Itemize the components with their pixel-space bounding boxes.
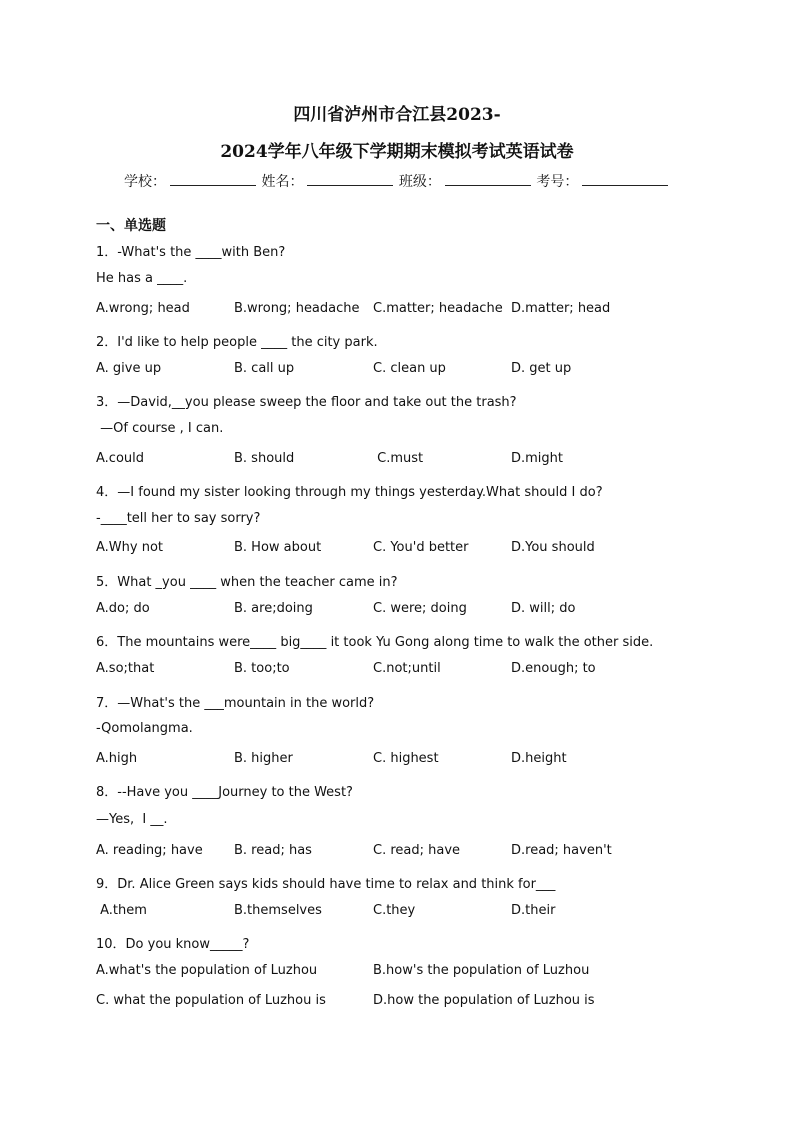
exam-number-label: 考号：	[536, 174, 579, 190]
option-c: C. highest	[373, 751, 439, 766]
question-stem: 6．The mountains were____ big____ it took Yu Gong along time to walk the other side.	[96, 635, 654, 650]
option-c: C. read; have	[373, 843, 461, 858]
question-stem: 7．—What's the ___mountain in the world?	[96, 696, 375, 711]
name-blank[interactable]	[307, 171, 393, 186]
option-c: C. You'd better	[373, 540, 469, 555]
option-d: D.their	[511, 903, 556, 918]
option-b: B. call up	[234, 361, 295, 376]
option-a: A. give up	[96, 361, 162, 376]
option-a: A. reading; have	[96, 843, 203, 858]
question-stem: 10．Do you know_____?	[96, 937, 250, 952]
option-d: D.read; haven't	[511, 843, 612, 858]
option-b: B. are;doing	[234, 601, 313, 616]
option-d: D.might	[511, 451, 564, 466]
option-d: D. will; do	[511, 601, 576, 616]
option-b: B. too;to	[234, 661, 290, 676]
question-stem: —Yes, I __.	[96, 812, 168, 827]
option-c: C.not;until	[373, 661, 441, 676]
exam-title-line1: 四川省泸州市合江县2023-	[293, 105, 501, 125]
option-d: D. get up	[511, 361, 572, 376]
option-d: D.matter; head	[511, 301, 611, 316]
option-c: C. were; doing	[373, 601, 467, 616]
option-b: B. How about	[234, 540, 322, 555]
exam-title-line2: 2024学年八年级下学期期末模拟考试英语试卷	[220, 142, 574, 162]
option-a: A.wrong; head	[96, 301, 190, 316]
school-label: 学校：	[124, 174, 166, 190]
option-a: A.Why not	[96, 540, 164, 555]
student-info-row	[124, 171, 669, 191]
option-d: D.You should	[511, 540, 595, 555]
question-stem: 2．I'd like to help people ____ the city park.	[96, 335, 378, 350]
class-blank[interactable]	[445, 171, 531, 186]
question-stem: 5．What _you ____ when the teacher came in?	[96, 575, 398, 590]
option-d: D.height	[511, 751, 567, 766]
option-c: C.they	[373, 903, 416, 918]
option-c: C.matter; headache	[373, 301, 503, 316]
option-a: A.them	[96, 903, 147, 918]
exam-number-blank[interactable]	[582, 171, 668, 186]
question-stem: He has a ____.	[96, 271, 188, 286]
option-a: A.high	[96, 751, 138, 766]
section-heading: 一、单选题	[96, 218, 166, 234]
option-c: C.must	[373, 451, 424, 466]
option-c: C. clean up	[373, 361, 446, 376]
option-c: C. what the population of Luzhou is	[96, 993, 326, 1008]
option-b: B. higher	[234, 751, 293, 766]
option-d: D.enough; to	[511, 661, 596, 676]
question-stem: -Qomolangma.	[96, 721, 193, 736]
option-b: B. read; has	[234, 843, 312, 858]
option-b: B. should	[234, 451, 295, 466]
school-blank[interactable]	[170, 171, 256, 186]
question-stem: 3．—David,__you please sweep the floor and take out the trash?	[96, 395, 517, 410]
option-a: A.do; do	[96, 601, 150, 616]
question-stem: -____tell her to say sorry?	[96, 511, 261, 526]
option-d: D.how the population of Luzhou is	[373, 993, 595, 1008]
question-stem: 8．--Have you ____Journey to the West?	[96, 785, 353, 800]
option-b: B.how's the population of Luzhou	[373, 963, 590, 978]
question-stem: 1．-What's the ____with Ben?	[96, 245, 286, 260]
option-a: A.what's the population of Luzhou	[96, 963, 318, 978]
question-stem: 9．Dr. Alice Green says kids should have time to relax and think for___	[96, 877, 556, 892]
class-label: 班级：	[398, 174, 441, 190]
option-b: B.wrong; headache	[234, 301, 360, 316]
option-a: A.so;that	[96, 661, 155, 676]
question-stem: 4．—I found my sister looking through my things yesterday.What should I do?	[96, 485, 603, 500]
option-a: A.could	[96, 451, 145, 466]
question-stem: —Of course , I can.	[96, 421, 224, 436]
option-b: B.themselves	[234, 903, 322, 918]
name-label: 姓名：	[261, 174, 304, 190]
